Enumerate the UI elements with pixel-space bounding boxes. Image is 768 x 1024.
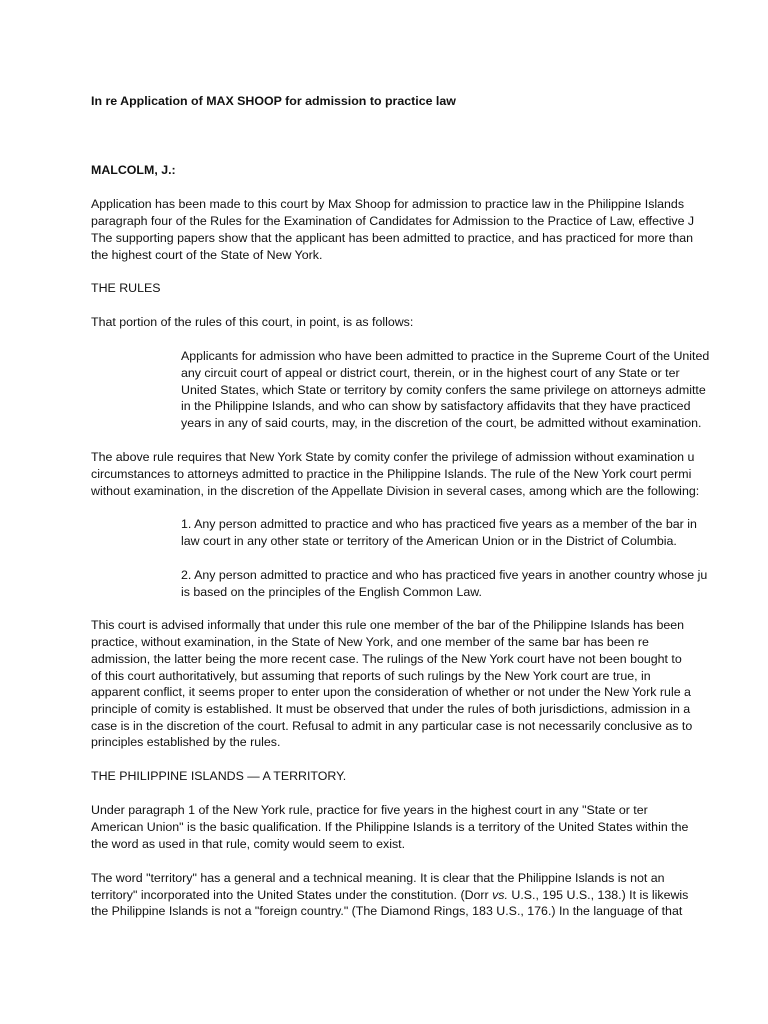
text-line: Under paragraph 1 of the New York rule, practice for five years in the highest court in any "State or ter (91, 803, 648, 817)
text-line: the Philippine Islands is not a "foreign country." (The Diamond Rings, 183 U.S., 176.) In the language of that (91, 904, 683, 918)
text-line: without examination, in the discretion of the Appellate Division in several cases, among which are the following: (91, 484, 700, 498)
list-line: 1. Any person admitted to practice and who has practiced five years as a member of the bar in (181, 517, 697, 531)
quote-line: United States, which State or territory by comity confers the same privilege on attorneys admitte (181, 383, 706, 397)
italic-vs: vs. (492, 888, 508, 902)
quote-line: Applicants for admission who have been admitted to practice in the Supreme Court of the United (181, 349, 710, 363)
quote-line: years in any of said courts, may, in the discretion of the court, be admitted without examination. (181, 416, 702, 430)
text-line: principles established by the rules. (91, 735, 281, 749)
text-line: This court is advised informally that under this rule one member of the bar of the Philippine Islands has been (91, 618, 685, 632)
text-line: the highest court of the State of New York. (91, 248, 323, 262)
text-line: paragraph four of the Rules for the Examination of Candidates for Admission to the Practice of Law, effective J (91, 214, 695, 228)
text-line: circumstances to attorneys admitted to practice in the Philippine Islands. The rule of the New York court permi (91, 467, 692, 481)
text-line: practice, without examination, in the State of New York, and one member of the same bar has been re (91, 635, 649, 649)
text-segment: U.S., 195 U.S., 138.) It is likewis (507, 888, 689, 902)
author-line: MALCOLM, J.: (91, 163, 176, 177)
list-line: is based on the principles of the English Common Law. (181, 585, 482, 599)
text-line: The word "territory" has a general and a technical meaning. It is clear that the Philippine Islands is not an (91, 871, 665, 885)
text-line: American Union" is the basic qualification. If the Philippine Islands is a territory of the United States within the (91, 820, 689, 834)
text-line: of this court authoritatively, but assuming that reports of such rulings by the New York court are true, in (91, 669, 651, 683)
heading-territory: THE PHILIPPINE ISLANDS — A TERRITORY. (91, 769, 347, 783)
list-line: law court in any other state or territory of the American Union or in the District of Columbia. (181, 534, 677, 548)
text-line: case is in the discretion of the court. Refusal to admit in any particular case is not necessarily conclusive as to (91, 719, 693, 733)
heading-the-rules: THE RULES (91, 281, 161, 295)
text-line: the word as used in that rule, comity would seem to exist. (91, 837, 406, 851)
text-line: The above rule requires that New York State by comity confer the privilege of admission without examination u (91, 450, 695, 464)
text-line: The supporting papers show that the applicant has been admitted to practice, and has practiced for more than (91, 231, 693, 245)
text-line: Application has been made to this court by Max Shoop for admission to practice law in the Philippine Islands (91, 197, 685, 211)
text-line: admission, the latter being the more recent case. The rulings of the New York court have not been bought to (91, 652, 682, 666)
paragraph-rules-intro: That portion of the rules of this court, in point, is as follows: (91, 315, 414, 329)
text-line: apparent conflict, it seems proper to enter upon the consideration of whether or not under the New York rule a (91, 685, 691, 699)
quote-line: any circuit court of appeal or district court, therein, or in the highest court of any State or ter (181, 366, 680, 380)
text-segment: territory" incorporated into the United States under the constitution. (Dorr (91, 888, 493, 902)
text-line: principle of comity is established. It must be observed that under the rules of both jurisdictions, admission in a (91, 702, 691, 716)
list-line: 2. Any person admitted to practice and who has practiced five years in another country whose ju (181, 568, 708, 582)
quote-line: in the Philippine Islands, and who can show by satisfactory affidavits that they have practiced (181, 399, 691, 413)
text-line (91, 887, 688, 904)
document-title: In re Application of MAX SHOOP for admission to practice law (91, 94, 456, 108)
